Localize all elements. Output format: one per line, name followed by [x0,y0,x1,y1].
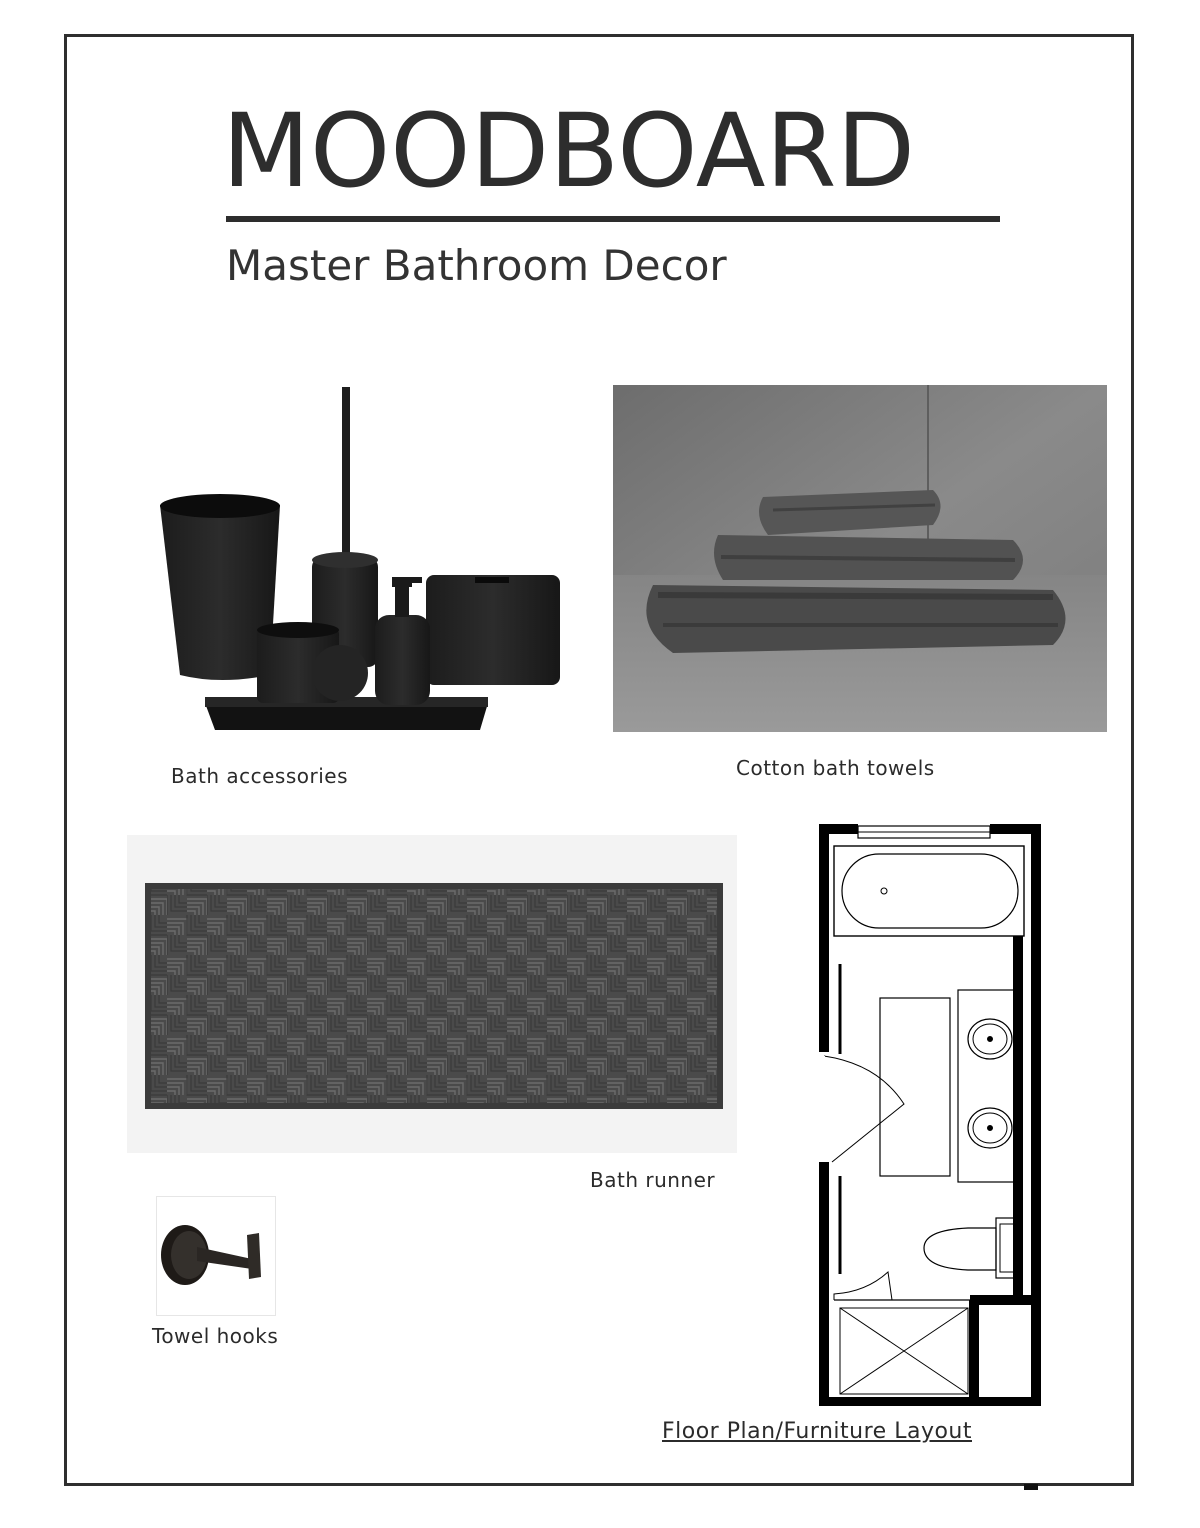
floor-plan-caption: Floor Plan/Furniture Layout [662,1419,972,1444]
bath-runner-image [127,835,737,1153]
title-underline [226,216,1000,222]
towel-hook-image [156,1196,276,1316]
cotton-towels-caption: Cotton bath towels [736,756,935,780]
page-subtitle: Master Bathroom Decor [226,241,727,290]
page-title: MOODBOARD [222,92,915,211]
bath-accessories-caption: Bath accessories [171,764,348,788]
towel-hooks-caption: Towel hooks [152,1324,279,1348]
bath-accessories-image [150,385,570,735]
corner-mark [1024,1484,1038,1490]
bath-runner-caption: Bath runner [590,1168,716,1192]
floor-plan-diagram [818,824,1042,1406]
cotton-towels-image [613,385,1107,732]
